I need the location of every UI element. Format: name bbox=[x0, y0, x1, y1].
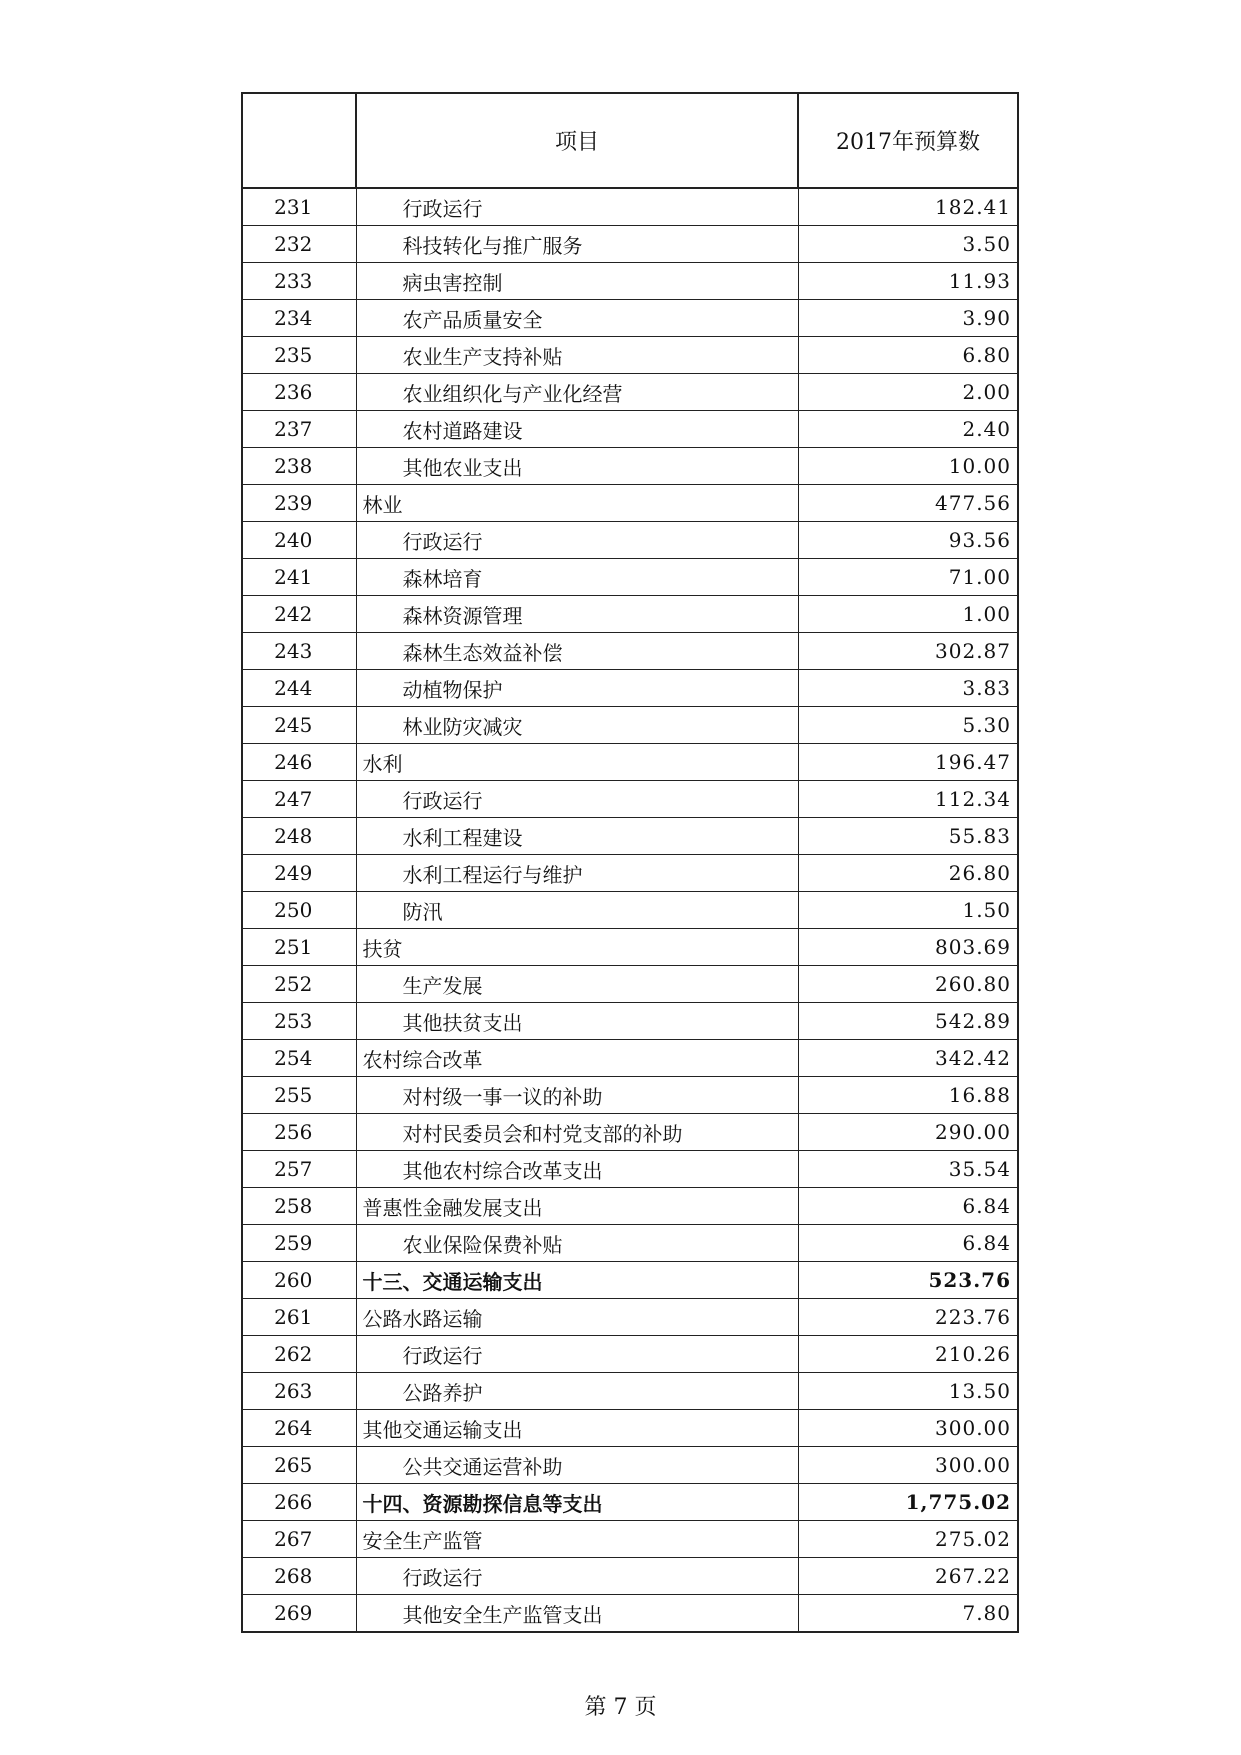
row-number: 238 bbox=[242, 448, 356, 485]
row-value: 6.84 bbox=[798, 1188, 1018, 1225]
row-number: 248 bbox=[242, 818, 356, 855]
row-value: 267.22 bbox=[798, 1558, 1018, 1595]
row-item: 对村级一事一议的补助 bbox=[356, 1077, 798, 1114]
row-number: 241 bbox=[242, 559, 356, 596]
table-row bbox=[242, 966, 1018, 1003]
row-value: 196.47 bbox=[798, 744, 1018, 781]
row-item: 农业保险保费补贴 bbox=[356, 1225, 798, 1262]
table-row bbox=[242, 1262, 1018, 1299]
table-row bbox=[242, 1077, 1018, 1114]
table-row bbox=[242, 263, 1018, 300]
row-number: 257 bbox=[242, 1151, 356, 1188]
row-number: 249 bbox=[242, 855, 356, 892]
row-item: 林业 bbox=[356, 485, 798, 522]
table-row bbox=[242, 485, 1018, 522]
row-item: 行政运行 bbox=[356, 1558, 798, 1595]
table-row bbox=[242, 1151, 1018, 1188]
row-number: 251 bbox=[242, 929, 356, 966]
row-item: 行政运行 bbox=[356, 781, 798, 818]
row-value: 542.89 bbox=[798, 1003, 1018, 1040]
row-number: 250 bbox=[242, 892, 356, 929]
page-number: 第 7 页 bbox=[584, 1695, 657, 1720]
table-row bbox=[242, 855, 1018, 892]
row-item: 行政运行 bbox=[356, 188, 798, 226]
table-row bbox=[242, 337, 1018, 374]
row-value: 55.83 bbox=[798, 818, 1018, 855]
row-number: 245 bbox=[242, 707, 356, 744]
row-item: 行政运行 bbox=[356, 1336, 798, 1373]
row-value: 2.00 bbox=[798, 374, 1018, 411]
table-row bbox=[242, 929, 1018, 966]
table-row bbox=[242, 1225, 1018, 1262]
row-value: 2.40 bbox=[798, 411, 1018, 448]
table-row bbox=[242, 559, 1018, 596]
header-item: 项目 bbox=[356, 93, 798, 188]
table-row bbox=[242, 188, 1018, 226]
row-number: 259 bbox=[242, 1225, 356, 1262]
row-number: 269 bbox=[242, 1595, 356, 1633]
row-value: 300.00 bbox=[798, 1410, 1018, 1447]
row-item: 其他安全生产监管支出 bbox=[356, 1595, 798, 1633]
table-row bbox=[242, 781, 1018, 818]
table-row bbox=[242, 1188, 1018, 1225]
table-row bbox=[242, 596, 1018, 633]
table-row bbox=[242, 1040, 1018, 1077]
row-item: 防汛 bbox=[356, 892, 798, 929]
row-number: 233 bbox=[242, 263, 356, 300]
row-item: 水利工程建设 bbox=[356, 818, 798, 855]
row-value: 1.50 bbox=[798, 892, 1018, 929]
row-item: 十四、资源勘探信息等支出 bbox=[356, 1484, 798, 1521]
row-value: 3.50 bbox=[798, 226, 1018, 263]
table-row bbox=[242, 300, 1018, 337]
row-value: 260.80 bbox=[798, 966, 1018, 1003]
row-item: 公路水路运输 bbox=[356, 1299, 798, 1336]
table-row bbox=[242, 744, 1018, 781]
table-row bbox=[242, 411, 1018, 448]
budget-table bbox=[241, 92, 1019, 1633]
row-item: 病虫害控制 bbox=[356, 263, 798, 300]
row-value: 3.83 bbox=[798, 670, 1018, 707]
row-value: 7.80 bbox=[798, 1595, 1018, 1633]
table-row bbox=[242, 374, 1018, 411]
row-item: 安全生产监管 bbox=[356, 1521, 798, 1558]
row-value: 1,775.02 bbox=[798, 1484, 1018, 1521]
row-value: 275.02 bbox=[798, 1521, 1018, 1558]
table-row bbox=[242, 670, 1018, 707]
row-item: 对村民委员会和村党支部的补助 bbox=[356, 1114, 798, 1151]
row-value: 300.00 bbox=[798, 1447, 1018, 1484]
row-value: 6.80 bbox=[798, 337, 1018, 374]
row-number: 260 bbox=[242, 1262, 356, 1299]
row-item: 森林生态效益补偿 bbox=[356, 633, 798, 670]
row-number: 266 bbox=[242, 1484, 356, 1521]
table-row bbox=[242, 448, 1018, 485]
row-number: 240 bbox=[242, 522, 356, 559]
table-row bbox=[242, 1299, 1018, 1336]
table-row bbox=[242, 1410, 1018, 1447]
row-value: 35.54 bbox=[798, 1151, 1018, 1188]
table-row bbox=[242, 1336, 1018, 1373]
row-number: 235 bbox=[242, 337, 356, 374]
row-number: 256 bbox=[242, 1114, 356, 1151]
row-number: 237 bbox=[242, 411, 356, 448]
row-value: 3.90 bbox=[798, 300, 1018, 337]
row-number: 263 bbox=[242, 1373, 356, 1410]
row-value: 5.30 bbox=[798, 707, 1018, 744]
row-value: 10.00 bbox=[798, 448, 1018, 485]
row-number: 236 bbox=[242, 374, 356, 411]
row-item: 扶贫 bbox=[356, 929, 798, 966]
table-row bbox=[242, 1373, 1018, 1410]
row-value: 182.41 bbox=[798, 188, 1018, 226]
row-item: 水利 bbox=[356, 744, 798, 781]
row-item: 其他交通运输支出 bbox=[356, 1410, 798, 1447]
row-number: 265 bbox=[242, 1447, 356, 1484]
table-row bbox=[242, 226, 1018, 263]
row-item: 水利工程运行与维护 bbox=[356, 855, 798, 892]
row-value: 223.76 bbox=[798, 1299, 1018, 1336]
row-item: 公共交通运营补助 bbox=[356, 1447, 798, 1484]
row-number: 243 bbox=[242, 633, 356, 670]
row-number: 232 bbox=[242, 226, 356, 263]
row-item: 农村道路建设 bbox=[356, 411, 798, 448]
row-number: 244 bbox=[242, 670, 356, 707]
table-row bbox=[242, 1595, 1018, 1633]
row-value: 342.42 bbox=[798, 1040, 1018, 1077]
row-value: 290.00 bbox=[798, 1114, 1018, 1151]
row-item: 普惠性金融发展支出 bbox=[356, 1188, 798, 1225]
row-item: 林业防灾减灾 bbox=[356, 707, 798, 744]
row-number: 242 bbox=[242, 596, 356, 633]
table-header-row bbox=[242, 93, 1018, 188]
row-item: 生产发展 bbox=[356, 966, 798, 1003]
row-value: 71.00 bbox=[798, 559, 1018, 596]
row-item: 行政运行 bbox=[356, 522, 798, 559]
table-row bbox=[242, 1558, 1018, 1595]
row-number: 261 bbox=[242, 1299, 356, 1336]
row-number: 246 bbox=[242, 744, 356, 781]
table-row bbox=[242, 633, 1018, 670]
row-item: 农业组织化与产业化经营 bbox=[356, 374, 798, 411]
row-item: 农业生产支持补贴 bbox=[356, 337, 798, 374]
row-number: 254 bbox=[242, 1040, 356, 1077]
table-row bbox=[242, 892, 1018, 929]
row-value: 6.84 bbox=[798, 1225, 1018, 1262]
row-value: 13.50 bbox=[798, 1373, 1018, 1410]
row-item: 科技转化与推广服务 bbox=[356, 226, 798, 263]
row-number: 258 bbox=[242, 1188, 356, 1225]
row-value: 210.26 bbox=[798, 1336, 1018, 1373]
row-number: 247 bbox=[242, 781, 356, 818]
row-item: 其他农业支出 bbox=[356, 448, 798, 485]
row-item: 森林资源管理 bbox=[356, 596, 798, 633]
header-number bbox=[242, 93, 356, 188]
row-value: 1.00 bbox=[798, 596, 1018, 633]
row-value: 302.87 bbox=[798, 633, 1018, 670]
row-item: 森林培育 bbox=[356, 559, 798, 596]
row-value: 803.69 bbox=[798, 929, 1018, 966]
row-number: 252 bbox=[242, 966, 356, 1003]
table-row bbox=[242, 522, 1018, 559]
row-value: 26.80 bbox=[798, 855, 1018, 892]
row-value: 477.56 bbox=[798, 485, 1018, 522]
row-number: 268 bbox=[242, 1558, 356, 1595]
table-row bbox=[242, 707, 1018, 744]
row-value: 11.93 bbox=[798, 263, 1018, 300]
table-row bbox=[242, 1484, 1018, 1521]
row-item: 农产品质量安全 bbox=[356, 300, 798, 337]
row-number: 253 bbox=[242, 1003, 356, 1040]
row-item: 公路养护 bbox=[356, 1373, 798, 1410]
row-value: 16.88 bbox=[798, 1077, 1018, 1114]
row-value: 523.76 bbox=[798, 1262, 1018, 1299]
row-value: 112.34 bbox=[798, 781, 1018, 818]
row-number: 267 bbox=[242, 1521, 356, 1558]
row-number: 231 bbox=[242, 188, 356, 226]
row-number: 264 bbox=[242, 1410, 356, 1447]
row-item: 农村综合改革 bbox=[356, 1040, 798, 1077]
row-number: 239 bbox=[242, 485, 356, 522]
table-row bbox=[242, 1003, 1018, 1040]
table-row bbox=[242, 1447, 1018, 1484]
row-number: 234 bbox=[242, 300, 356, 337]
table-row bbox=[242, 818, 1018, 855]
row-number: 255 bbox=[242, 1077, 356, 1114]
table-body bbox=[242, 188, 1018, 1632]
table-row bbox=[242, 1521, 1018, 1558]
row-value: 93.56 bbox=[798, 522, 1018, 559]
row-number: 262 bbox=[242, 1336, 356, 1373]
header-budget-2017: 2017年预算数 bbox=[798, 93, 1018, 188]
row-item: 十三、交通运输支出 bbox=[356, 1262, 798, 1299]
row-item: 其他扶贫支出 bbox=[356, 1003, 798, 1040]
row-item: 动植物保护 bbox=[356, 670, 798, 707]
row-item: 其他农村综合改革支出 bbox=[356, 1151, 798, 1188]
table-row bbox=[242, 1114, 1018, 1151]
